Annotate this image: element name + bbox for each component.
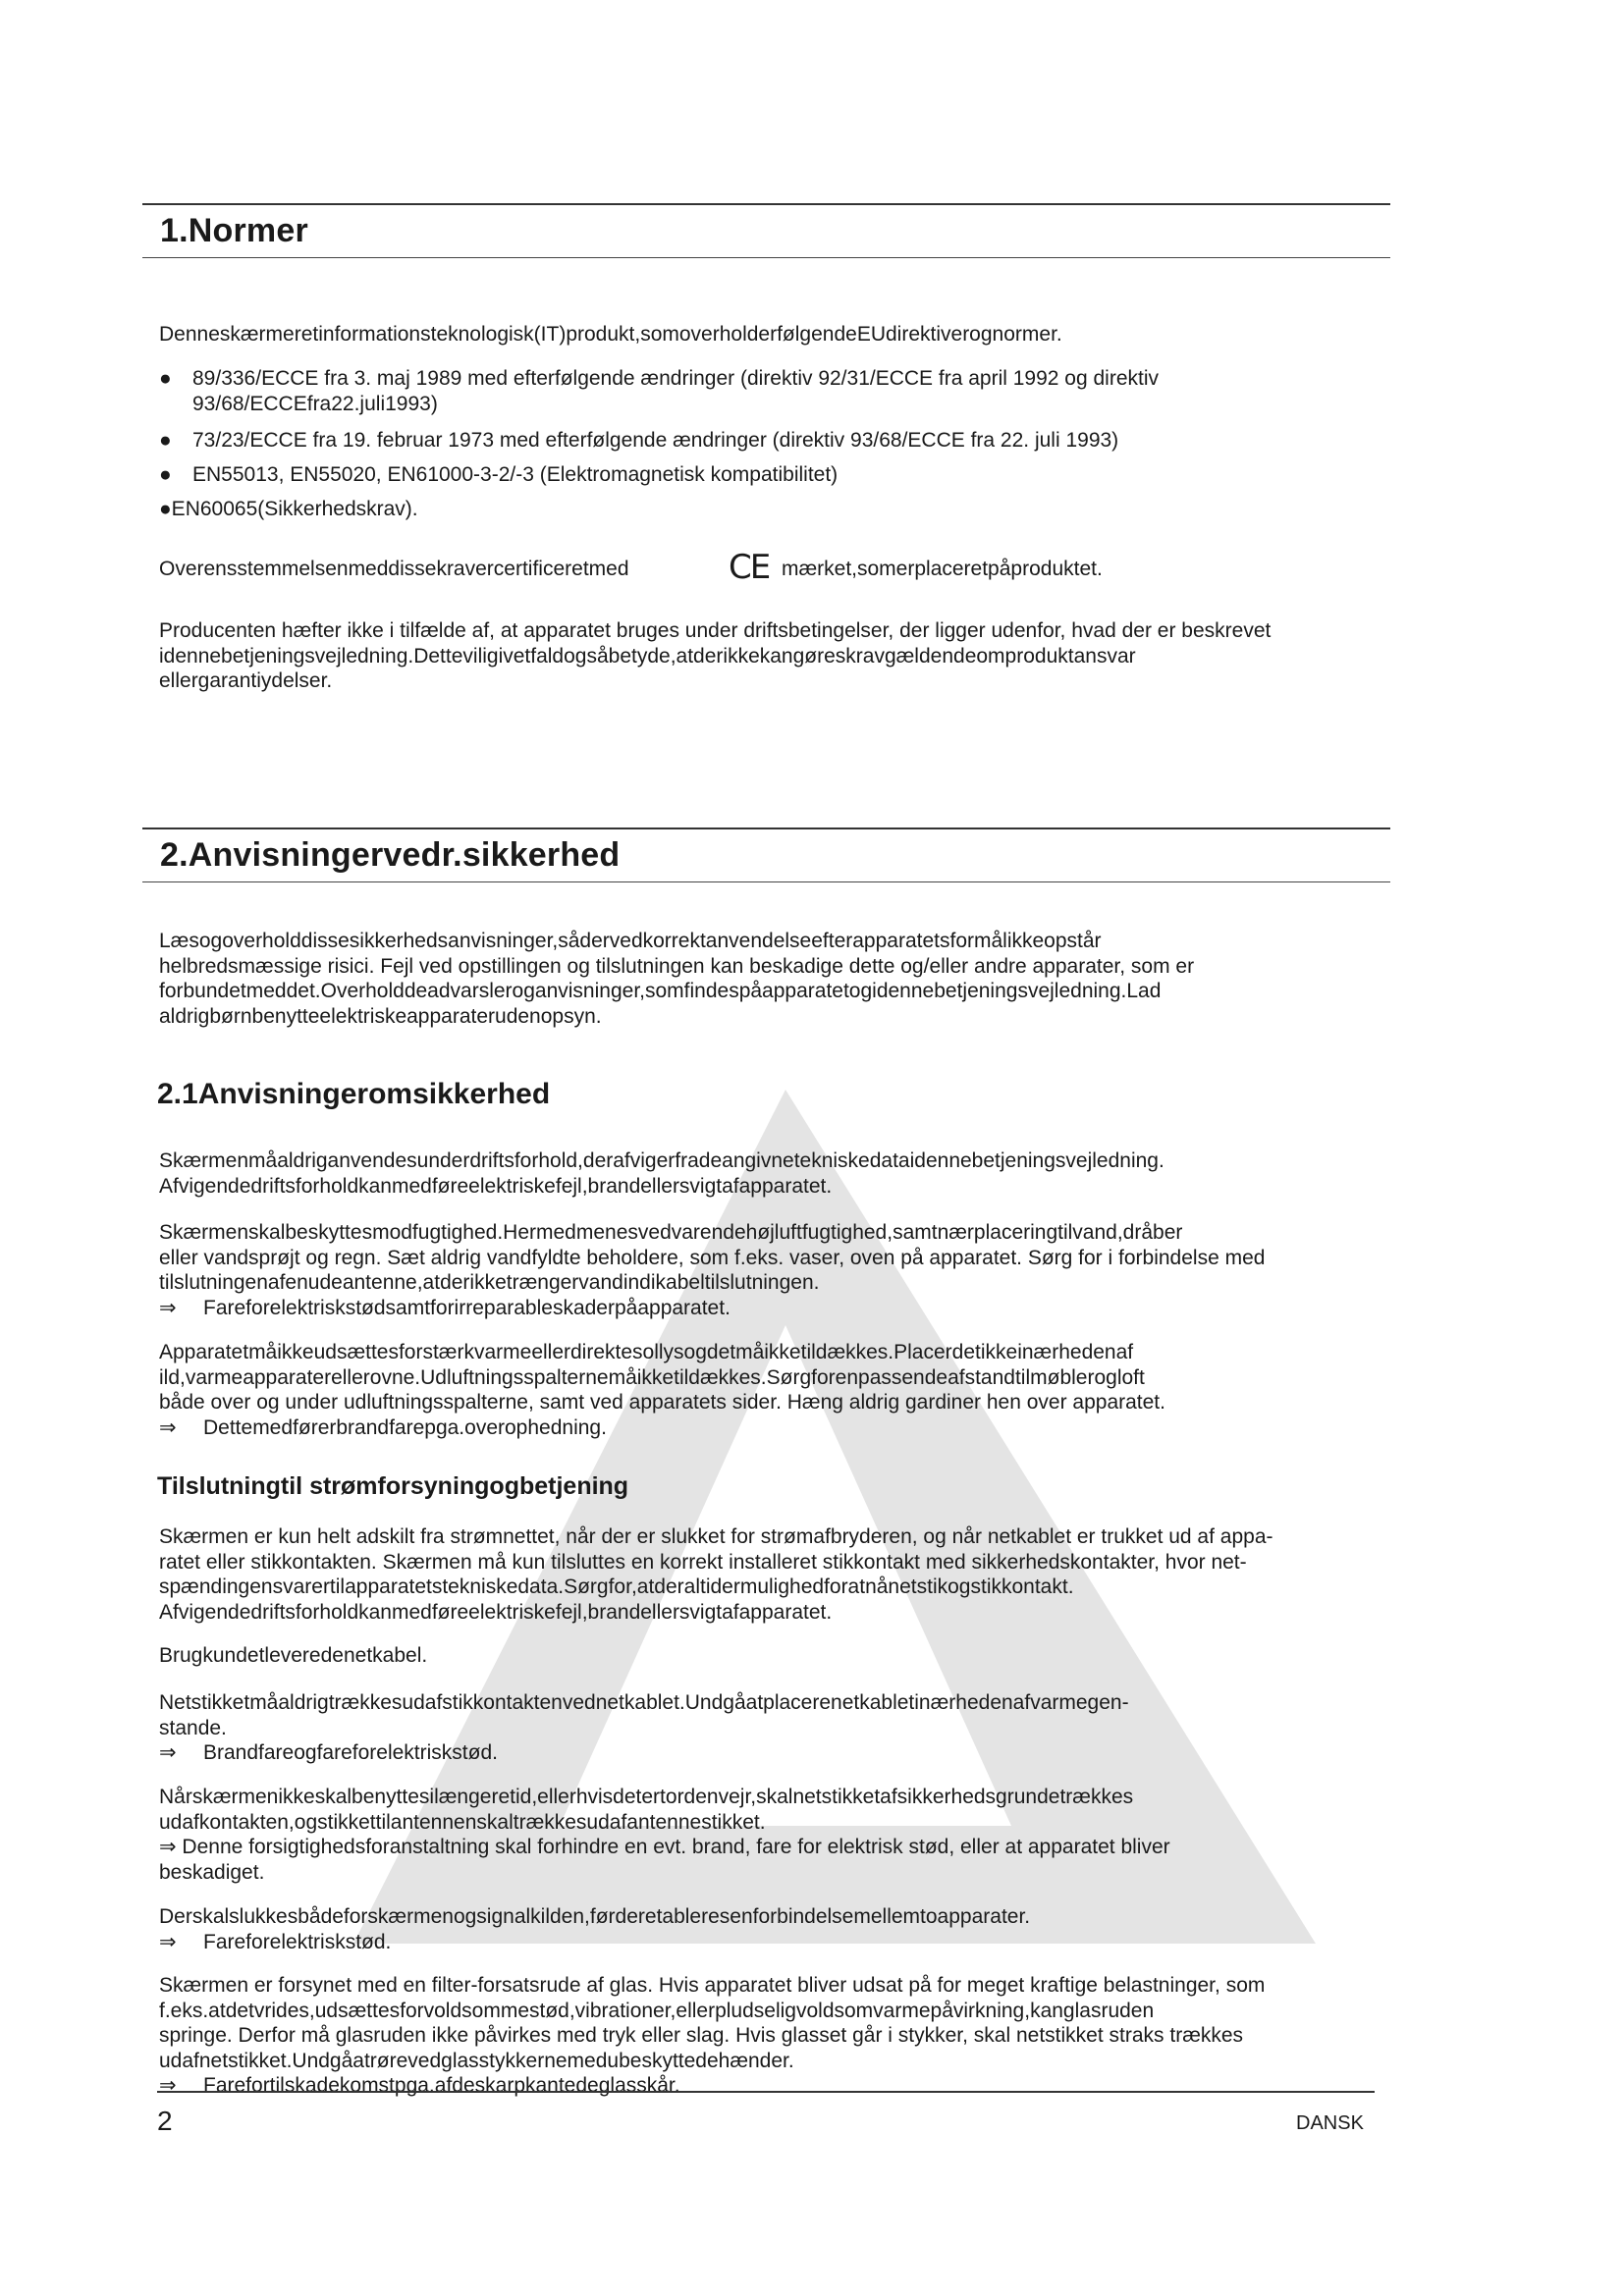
text-line: Netstikketmåaldrigtrækkesudafstikkontaktenvednetkablet.Undgåatplacerenetkabletinærhedenafvarmegen- <box>159 1691 1129 1714</box>
omsikkerhed-p1 <box>159 1148 1377 1199</box>
arrow-icon: ⇒ <box>159 1415 177 1439</box>
bullet-icon: ● <box>159 367 172 390</box>
text-line: helbredsmæssige risici. Fejl ved opstillingen og tilslutningen kan beskadige dette og/eller andre apparater, som er <box>159 954 1195 978</box>
arrow-icon: ⇒ <box>159 2074 177 2097</box>
list-item-text: 73/23/ECCE fra 19. februar 1973 med efterfølgende ændringer (direktiv 93/68/ECCE fra 22. juli 1993) <box>192 429 1119 452</box>
tilslutning-p6 <box>159 1973 1377 2099</box>
text-line: Skærmen er kun helt adskilt fra strømnettet, når der er slukket for strømafbryderen, og når netkablet er trukket ud af appa- <box>159 1525 1273 1548</box>
text-line: eller vandsprøjt og regn. Sæt aldrig vandfyldte beholdere, som f.eks. vaser, oven på apparatet. Sørg for i forbindelse med <box>159 1246 1266 1269</box>
sikkerhed-intro <box>159 929 1377 1029</box>
warning-line <box>159 1930 1377 1955</box>
text-line: forbundetmeddet.Overholddeadvarsleroganvisninger,somfindespåapparatetogidennebetjeningsvejledning.Lad <box>159 980 1162 1002</box>
text-line: Skærmenmåaldriganvendesunderdriftsforhold,derafvigerfradeangivnetekniskedataidennebetjeningsvejledning. <box>159 1149 1164 1172</box>
text-line: Afvigendedriftsforholdkanmedføreelektriskefejl,brandellersvigtafapparatet. <box>159 1174 833 1198</box>
warning-line <box>159 1415 1377 1441</box>
omsikkerhed-p3 <box>159 1340 1377 1440</box>
text-line: Læsogoverholddissesikkerhedsanvisninger,sådervedkorrektanvendelseefterapparatetsformålikkeopstår <box>159 930 1102 952</box>
page-number: 2 <box>157 2106 173 2136</box>
list-item-text: 93/68/ECCEfra22.juli1993) <box>192 392 438 415</box>
arrow-icon: ⇒ <box>159 1741 177 1764</box>
section-title-normer: 1.Normer <box>160 212 308 249</box>
text-line: Derskalslukkesbådeforskærmenogsignalkilden,førderetableresenforbindelsemellemtoapparater. <box>159 1905 1031 1928</box>
text-line: Brandfareogfareforelektriskstød. <box>203 1741 498 1764</box>
text-line: Fareforelektriskstød. <box>203 1930 392 1953</box>
text-line: Farefortilskadekomstpga.afdeskarpkantedeglasskår. <box>203 2074 680 2097</box>
text-line: Producenten hæfter ikke i tilfælde af, at apparatet bruges under driftsbetingelser, der ligger udenfor, hvad der er beskrevet <box>159 619 1272 642</box>
tilslutning-p5 <box>159 1904 1377 1954</box>
section-rule-top <box>142 828 1390 829</box>
tilslutning-p2: Brugkundetleveredenetkabel. <box>159 1644 428 1667</box>
warning-line <box>159 2073 1377 2099</box>
normer-intro: Denneskærmeretinformationsteknologisk(IT)produkt,somoverholderfølgendeEUdirektiverognormer. <box>159 323 1062 346</box>
text-line: tilslutningenafenudeantenne,atderikketrængervandindikabeltilslutningen. <box>159 1271 820 1294</box>
text-line: stande. <box>159 1716 227 1739</box>
section-rule-bottom <box>142 257 1390 258</box>
text-line: Fareforelektriskstødsamtforirreparableskaderpåapparatet. <box>203 1296 731 1319</box>
text-line: beskadiget. <box>159 1860 265 1884</box>
list-item-text: 89/336/ECCE fra 3. maj 1989 med efterfølgende ændringer (direktiv 92/31/ECCE fra april 1992 og direktiv <box>192 367 1160 390</box>
section-rule-bottom <box>142 881 1390 882</box>
text-line: Dettemedførerbrandfarepga.overophedning. <box>203 1415 607 1439</box>
text-line: udafnetstikket.Undgåatrørevedglasstykkernemedubeskyttedehænder. <box>159 2049 794 2072</box>
footer-rule <box>157 2091 1375 2093</box>
text-line: både over og under udluftningsspalterne, samt ved apparatets sider. Hæng aldrig gardiner hen over apparatet. <box>159 1391 1165 1414</box>
text-line: f.eks.atdetvrides,udsættesforvoldsommestød,vibrationer,ellerpludseligvoldsomvarmepåvirkning,kanglasruden <box>159 1999 1155 2022</box>
footer-language: DANSK <box>1296 2112 1364 2134</box>
arrow-icon: ⇒ <box>159 1930 177 1953</box>
list-item-inline: ●EN60065(Sikkerhedskrav). <box>159 498 418 520</box>
omsikkerhed-p2 <box>159 1220 1377 1320</box>
text-line: Afvigendedriftsforholdkanmedføreelektriskefejl,brandellersvigtafapparatet. <box>159 1600 833 1624</box>
text-line: idennebetjeningsvejledning.Detteviligivetfaldogsåbetyde,atderikkekangøreskravgældendeomproduktansvar <box>159 644 1136 667</box>
warning-line <box>159 1740 1377 1766</box>
ce-mark-icon: CE <box>729 548 770 587</box>
warning-line: ⇒ Denne forsigtighedsforanstaltning skal forhindre en evt. brand, fare for elektrisk stød, eller at apparatet bliver <box>159 1836 1170 1858</box>
arrow-icon: ⇒ <box>159 1296 177 1319</box>
section-title-sikkerhed: 2.Anvisningervedr.sikkerhed <box>160 836 621 874</box>
text-line: Apparatetmåikkeudsættesforstærkvarmeellerdirektesollysogdetmåikketildækkes.Placerdetikkeinærhedenaf <box>159 1341 1134 1363</box>
bullet-icon: ● <box>159 463 172 486</box>
text-line: ellergarantiydelser. <box>159 669 333 692</box>
text-line: Nårskærmenikkeskalbenyttesilængeretid,ellerhvisdetertordenvejr,skalnetstikketafsikkerhedsgrundetrækkes <box>159 1786 1134 1808</box>
subsection-title-omsikkerhed: 2.1Anvisningeromsikkerhed <box>157 1078 551 1110</box>
producer-paragraph <box>159 618 1377 694</box>
text-line: springe. Derfor må glasruden ikke påvirkes med tryk eller slag. Hvis glasset går i stykker, skal netstikket straks trækkes <box>159 2024 1244 2047</box>
list-item-text: EN55013, EN55020, EN61000-3-2/-3 (Elektromagnetisk kompatibilitet) <box>192 463 839 486</box>
tilslutning-p1 <box>159 1524 1377 1625</box>
ce-statement-suffix: mærket,somerplaceretpåproduktet. <box>782 558 1103 580</box>
warning-line <box>159 1296 1377 1321</box>
text-line: ratet eller stikkontakten. Skærmen må kun tilsluttes en korrekt installeret stikkontakt med sikkerhedskontakter, hvor net- <box>159 1550 1247 1574</box>
tilslutning-p3 <box>159 1690 1377 1766</box>
text-line: Skærmenskalbeskyttesmodfugtighed.Hermedmenesvedvarendehøjluftfugtighed,samtnærplaceringtilvand,dråber <box>159 1221 1183 1244</box>
text-line: ild,varmeapparaterellerovne.Udluftningsspalternemåikketildækkes.Sørgforenpassendeafstandtilmøblerogloft <box>159 1365 1145 1389</box>
text-line: spændingensvarertilapparatetstekniskedata.Sørgfor,atderaltidermulighedforatnånetstikogstikkontakt. <box>159 1575 1074 1598</box>
text-line: Skærmen er forsynet med en filter-forsatsrude af glas. Hvis apparatet bliver udsat på for meget kraftige belastninger, som <box>159 1974 1266 1997</box>
ce-statement-prefix: Overensstemmelsenmeddissekravercertificeretmed <box>159 558 629 580</box>
text-line: aldrigbørnbenytteelektriskeapparaterudenopsyn. <box>159 1004 602 1028</box>
tilslutning-p4 <box>159 1785 1377 1885</box>
text-line: udafkontakten,ogstikkettilantennenskaltrækkesudafantennestikket. <box>159 1810 766 1834</box>
section-rule-top <box>142 203 1390 205</box>
bullet-icon: ● <box>159 429 172 452</box>
subsection-title-tilslutning: Tilslutningtil strømforsyningogbetjening <box>157 1472 629 1500</box>
